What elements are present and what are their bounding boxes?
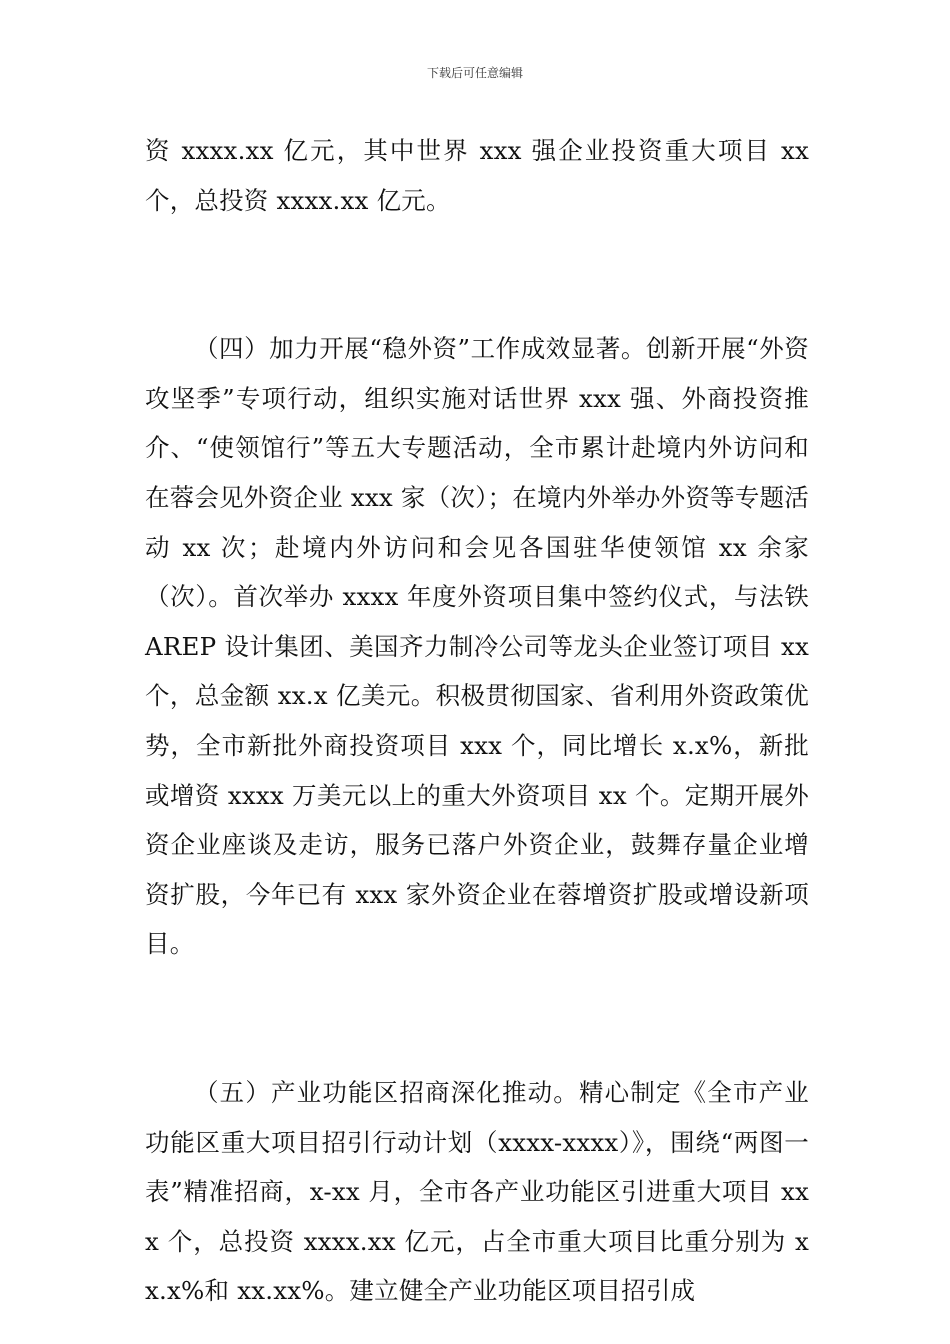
paragraph-section-five: （五）产业功能区招商深化推动。精心制定《全市产业功能区重大项目招引行动计划（xxxx-xxxx）》，围绕“两图一表”精准招商，x-xx 月，全市各产业功能区引进重大项目 xxx 个，总投资 xxxx.xx 亿元，占全市重大项目比重分别为 xx.x%和 xx.xx%。建立健全产业功能区项目招引成 [145, 1077, 809, 1306]
paragraph-continuation: 资 xxxx.xx 亿元，其中世界 xxx 强企业投资重大项目 xx 个，总投资 xxxx.xx 亿元。 [145, 136, 809, 215]
paragraph-gap [145, 225, 809, 324]
paragraph-gap [145, 969, 809, 1068]
paragraph-section-four: （四）加力开展“稳外资”工作成效显著。创新开展“外资攻坚季”专项行动，组织实施对话世界 xxx 强、外商投资推介、“使领馆行”等五大专题活动，全市累计赴境内外访问和在蓉会见外资企业 xxx 家（次）；在境内外举办外资等专题活动 xx 次；赴境内外访问和会见各国驻华使领馆 xx 余家（次）。首次举办 xxxx 年度外资项目集中签约仪式，与法铁 AREP 设计集团、美国齐力制冷公司等龙头企业签订项目 xx 个，总金额 xx.x 亿美元。积极贯彻国家、省利用外资政策优势，全市新批外商投资项目 xxx 个，同比增长 x.x%，新批或增资 xxxx 万美元以上的重大外资项目 xx 个。定期开展外资企业座谈及走访，服务已落户外资企业，鼓舞存量企业增资扩股，今年已有 xxx 家外资企业在蓉增资扩股或增设新项目。 [145, 334, 809, 959]
page-header: 下载后可任意编辑 [426, 66, 523, 80]
document-body [145, 126, 809, 1316]
